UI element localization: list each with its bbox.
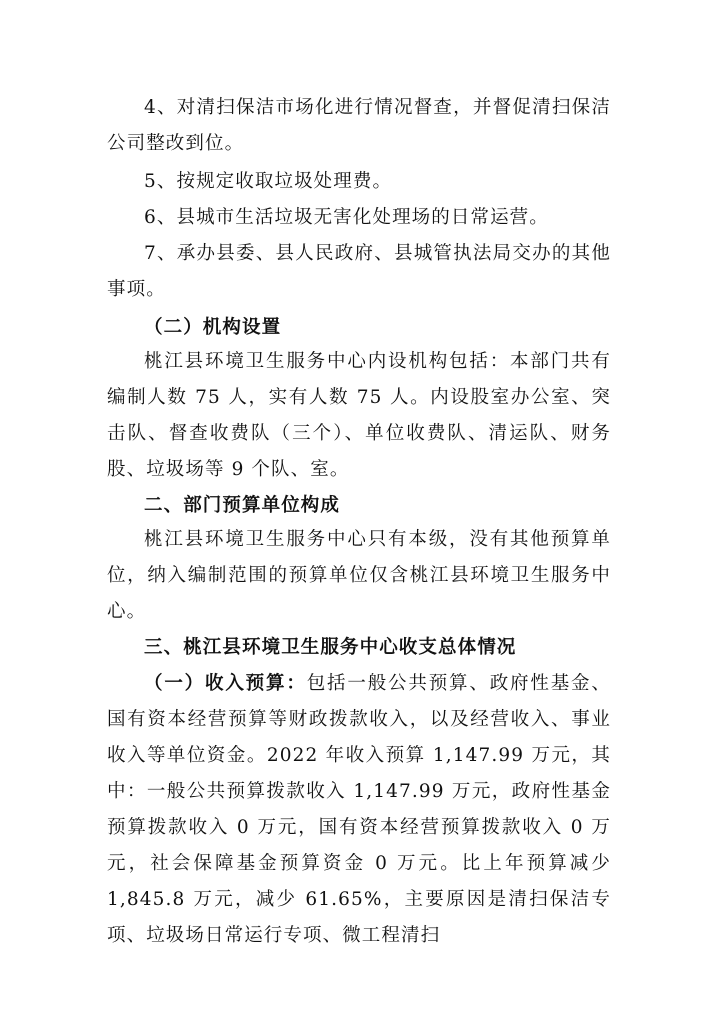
paragraph-item-5: 5、按规定收取垃圾处理费。 — [144, 171, 393, 192]
paragraph-item-6: 6、县城市生活垃圾无害化处理场的日常运营。 — [144, 207, 549, 228]
income-budget-lead: （一）收入预算： — [144, 673, 307, 694]
section-heading-units: 二、部门预算单位构成 — [144, 495, 341, 516]
paragraph-units: 桃江县环境卫生服务中心只有本级，没有其他预算单位，纳入编制范围的预算单位仅含桃江县环境卫生服务中心。 — [107, 529, 611, 622]
section-heading-org: （二）机构设置 — [144, 317, 282, 338]
section-heading-overview: 三、桃江县环境卫生服务中心收支总体情况 — [144, 637, 517, 658]
paragraph-item-7: 7、承办县委、县人民政府、县城管执法局交办的其他事项。 — [107, 243, 611, 300]
paragraph-income-budget — [107, 666, 611, 954]
paragraph-item-4: 4、对清扫保洁市场化进行情况督查，并督促清扫保洁公司整改到位。 — [107, 97, 611, 154]
paragraph-org-setup: 桃江县环境卫生服务中心内设机构包括：本部门共有编制人数 75 人，实有人数 75 人。内设股室办公室、突击队、督查收费队（三个）、单位收费队、清运队、财务股、垃圾场等 9 个队、室。 — [107, 351, 611, 480]
income-budget-body: 包括一般公共预算、政府性基金、国有资本经营预算等财政拨款收入，以及经营收入、事业收入等单位资金。2022 年收入预算 1,147.99 万元，其中：一般公共预算拨款收入 1,147.99 万元，政府性基金预算拨款收入 0 万元，国有资本经营预算拨款收入 0 万元，社会保障基金预算资金 0 万元。比上年预算减少 1,845.8 万元，减少 61.65%，主要原因是清扫保洁专项、垃圾场日常运行专项、微工程清扫 — [107, 673, 611, 946]
